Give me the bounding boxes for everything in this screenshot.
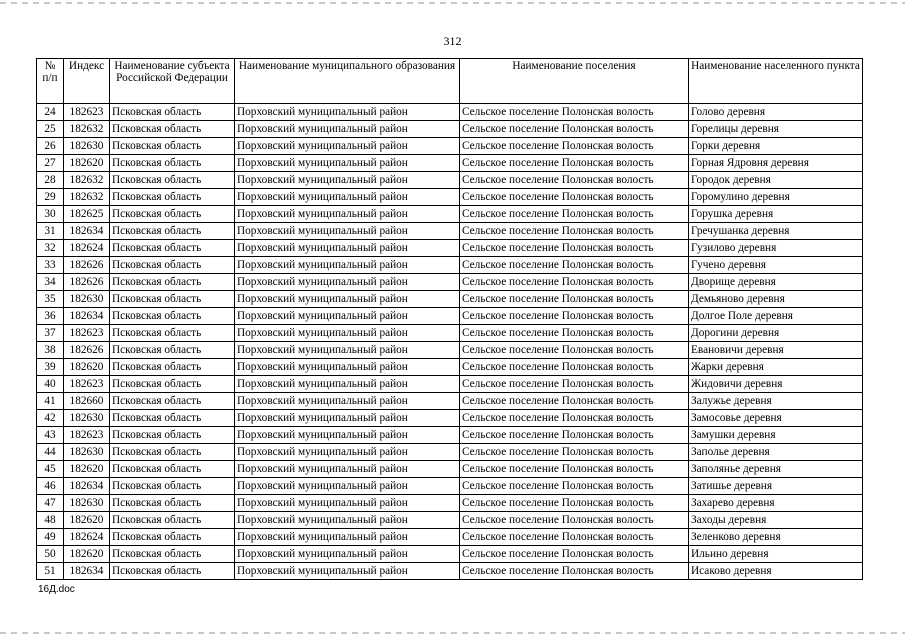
cell-num: 30 — [37, 206, 64, 223]
cell-municipal: Порховский муниципальный район — [235, 291, 460, 308]
cell-settlement: Сельское поселение Полонская волость — [460, 376, 689, 393]
cell-num: 36 — [37, 308, 64, 325]
cell-municipal: Порховский муниципальный район — [235, 359, 460, 376]
cell-subject: Псковская область — [110, 155, 235, 172]
cell-locality: Дворище деревня — [689, 274, 863, 291]
cell-locality: Заполянье деревня — [689, 461, 863, 478]
table-row — [37, 138, 863, 155]
cell-index: 182626 — [64, 274, 110, 291]
cell-locality: Голово деревня — [689, 104, 863, 121]
cell-municipal: Порховский муниципальный район — [235, 308, 460, 325]
cell-index: 182620 — [64, 512, 110, 529]
cell-settlement: Сельское поселение Полонская волость — [460, 461, 689, 478]
cell-subject: Псковская область — [110, 121, 235, 138]
cell-subject: Псковская область — [110, 563, 235, 580]
cell-index: 182632 — [64, 189, 110, 206]
cell-locality: Жидовичи деревня — [689, 376, 863, 393]
cell-locality: Зеленково деревня — [689, 529, 863, 546]
cell-settlement: Сельское поселение Полонская волость — [460, 393, 689, 410]
cell-index: 182630 — [64, 291, 110, 308]
cell-locality: Жарки деревня — [689, 359, 863, 376]
cell-subject: Псковская область — [110, 308, 235, 325]
cell-municipal: Порховский муниципальный район — [235, 257, 460, 274]
cell-locality: Заходы деревня — [689, 512, 863, 529]
cell-subject: Псковская область — [110, 138, 235, 155]
cell-locality: Замушки деревня — [689, 427, 863, 444]
table-row — [37, 274, 863, 291]
cell-municipal: Порховский муниципальный район — [235, 138, 460, 155]
cell-locality: Евановичи деревня — [689, 342, 863, 359]
cell-num: 41 — [37, 393, 64, 410]
cell-index: 182630 — [64, 410, 110, 427]
table-row — [37, 376, 863, 393]
table-row — [37, 444, 863, 461]
cell-locality: Дорогини деревня — [689, 325, 863, 342]
cell-subject: Псковская область — [110, 495, 235, 512]
cell-settlement: Сельское поселение Полонская волость — [460, 104, 689, 121]
cell-locality: Гучено деревня — [689, 257, 863, 274]
cell-municipal: Порховский муниципальный район — [235, 206, 460, 223]
cell-subject: Псковская область — [110, 206, 235, 223]
cell-settlement: Сельское поселение Полонская волость — [460, 172, 689, 189]
cell-index: 182623 — [64, 427, 110, 444]
cell-municipal: Порховский муниципальный район — [235, 512, 460, 529]
cell-locality: Городок деревня — [689, 172, 863, 189]
cell-locality: Гречушанка деревня — [689, 223, 863, 240]
table-row — [37, 189, 863, 206]
file-name-footer: 16Д.doc — [38, 584, 75, 595]
scan-edge-top — [0, 2, 905, 4]
cell-index: 182630 — [64, 138, 110, 155]
cell-subject: Псковская область — [110, 410, 235, 427]
cell-settlement: Сельское поселение Полонская волость — [460, 359, 689, 376]
cell-municipal: Порховский муниципальный район — [235, 410, 460, 427]
page-number: 312 — [443, 34, 462, 48]
table-row — [37, 342, 863, 359]
cell-locality: Исаково деревня — [689, 563, 863, 580]
cell-subject: Псковская область — [110, 291, 235, 308]
cell-num: 45 — [37, 461, 64, 478]
table-row — [37, 155, 863, 172]
cell-locality: Горелицы деревня — [689, 121, 863, 138]
cell-index: 182620 — [64, 359, 110, 376]
cell-subject: Псковская область — [110, 444, 235, 461]
cell-index: 182623 — [64, 376, 110, 393]
cell-settlement: Сельское поселение Полонская волость — [460, 121, 689, 138]
cell-settlement: Сельское поселение Полонская волость — [460, 308, 689, 325]
cell-num: 26 — [37, 138, 64, 155]
cell-num: 38 — [37, 342, 64, 359]
cell-municipal: Порховский муниципальный район — [235, 393, 460, 410]
cell-subject: Псковская область — [110, 223, 235, 240]
cell-subject: Псковская область — [110, 257, 235, 274]
cell-num: 40 — [37, 376, 64, 393]
cell-index: 182623 — [64, 325, 110, 342]
cell-index: 182630 — [64, 444, 110, 461]
cell-locality: Горки деревня — [689, 138, 863, 155]
cell-municipal: Порховский муниципальный район — [235, 223, 460, 240]
cell-num: 27 — [37, 155, 64, 172]
cell-subject: Псковская область — [110, 546, 235, 563]
table-row — [37, 478, 863, 495]
cell-index: 182632 — [64, 172, 110, 189]
cell-subject: Псковская область — [110, 274, 235, 291]
cell-index: 182624 — [64, 529, 110, 546]
table-row — [37, 172, 863, 189]
cell-municipal: Порховский муниципальный район — [235, 155, 460, 172]
table-row — [37, 461, 863, 478]
cell-index: 182634 — [64, 478, 110, 495]
table-row — [37, 512, 863, 529]
cell-settlement: Сельское поселение Полонская волость — [460, 257, 689, 274]
cell-settlement: Сельское поселение Полонская волость — [460, 444, 689, 461]
cell-index: 182620 — [64, 155, 110, 172]
cell-settlement: Сельское поселение Полонская волость — [460, 427, 689, 444]
cell-municipal: Порховский муниципальный район — [235, 104, 460, 121]
cell-num: 32 — [37, 240, 64, 257]
cell-settlement: Сельское поселение Полонская волость — [460, 512, 689, 529]
cell-num: 46 — [37, 478, 64, 495]
cell-municipal: Порховский муниципальный район — [235, 325, 460, 342]
cell-subject: Псковская область — [110, 104, 235, 121]
cell-num: 39 — [37, 359, 64, 376]
table-row — [37, 563, 863, 580]
cell-num: 51 — [37, 563, 64, 580]
cell-index: 182620 — [64, 546, 110, 563]
cell-locality: Горушка деревня — [689, 206, 863, 223]
cell-settlement: Сельское поселение Полонская волость — [460, 478, 689, 495]
header-settlement: Наименование поселения — [460, 59, 689, 104]
header-index: Индекс — [64, 59, 110, 104]
header-municipal: Наименование муниципального образования — [235, 59, 460, 104]
cell-index: 182626 — [64, 257, 110, 274]
cell-municipal: Порховский муниципальный район — [235, 461, 460, 478]
cell-settlement: Сельское поселение Полонская волость — [460, 342, 689, 359]
cell-municipal: Порховский муниципальный район — [235, 342, 460, 359]
cell-index: 182630 — [64, 495, 110, 512]
cell-municipal: Порховский муниципальный район — [235, 546, 460, 563]
table-header-row — [37, 59, 863, 104]
cell-settlement: Сельское поселение Полонская волость — [460, 274, 689, 291]
cell-settlement: Сельское поселение Полонская волость — [460, 155, 689, 172]
cell-municipal: Порховский муниципальный район — [235, 189, 460, 206]
cell-locality: Ильино деревня — [689, 546, 863, 563]
cell-num: 50 — [37, 546, 64, 563]
cell-num: 29 — [37, 189, 64, 206]
cell-locality: Захарево деревня — [689, 495, 863, 512]
cell-locality: Долгое Поле деревня — [689, 308, 863, 325]
cell-municipal: Порховский муниципальный район — [235, 444, 460, 461]
header-locality: Наименование населенного пункта — [689, 59, 863, 104]
table-body — [37, 104, 863, 580]
localities-table — [36, 58, 863, 580]
table-row — [37, 427, 863, 444]
cell-municipal: Порховский муниципальный район — [235, 427, 460, 444]
header-num: № п/п — [37, 59, 64, 104]
table-row — [37, 529, 863, 546]
cell-subject: Псковская область — [110, 427, 235, 444]
cell-index: 182623 — [64, 104, 110, 121]
cell-municipal: Порховский муниципальный район — [235, 376, 460, 393]
cell-locality: Демьяново деревня — [689, 291, 863, 308]
cell-settlement: Сельское поселение Полонская волость — [460, 529, 689, 546]
cell-num: 49 — [37, 529, 64, 546]
table-row — [37, 206, 863, 223]
cell-subject: Псковская область — [110, 325, 235, 342]
cell-municipal: Порховский муниципальный район — [235, 172, 460, 189]
cell-settlement: Сельское поселение Полонская волость — [460, 189, 689, 206]
cell-settlement: Сельское поселение Полонская волость — [460, 206, 689, 223]
table-row — [37, 546, 863, 563]
cell-num: 35 — [37, 291, 64, 308]
cell-num: 28 — [37, 172, 64, 189]
table-row — [37, 393, 863, 410]
table-row — [37, 495, 863, 512]
cell-num: 47 — [37, 495, 64, 512]
cell-settlement: Сельское поселение Полонская волость — [460, 138, 689, 155]
cell-num: 48 — [37, 512, 64, 529]
cell-subject: Псковская область — [110, 529, 235, 546]
table-row — [37, 257, 863, 274]
cell-municipal: Порховский муниципальный район — [235, 563, 460, 580]
cell-settlement: Сельское поселение Полонская волость — [460, 495, 689, 512]
cell-subject: Псковская область — [110, 461, 235, 478]
cell-settlement: Сельское поселение Полонская волость — [460, 325, 689, 342]
header-subject: Наименование субъекта Российской Федерации — [110, 59, 235, 104]
cell-municipal: Порховский муниципальный район — [235, 478, 460, 495]
cell-num: 24 — [37, 104, 64, 121]
table-row — [37, 359, 863, 376]
cell-subject: Псковская область — [110, 240, 235, 257]
table-row — [37, 104, 863, 121]
cell-settlement: Сельское поселение Полонская волость — [460, 410, 689, 427]
cell-num: 25 — [37, 121, 64, 138]
cell-index: 182632 — [64, 121, 110, 138]
cell-municipal: Порховский муниципальный район — [235, 274, 460, 291]
scan-edge-bottom — [0, 632, 905, 634]
cell-settlement: Сельское поселение Полонская волость — [460, 291, 689, 308]
cell-index: 182626 — [64, 342, 110, 359]
cell-index: 182634 — [64, 563, 110, 580]
table-row — [37, 223, 863, 240]
cell-settlement: Сельское поселение Полонская волость — [460, 240, 689, 257]
cell-num: 33 — [37, 257, 64, 274]
table-row — [37, 240, 863, 257]
cell-index: 182620 — [64, 461, 110, 478]
cell-locality: Замосовье деревня — [689, 410, 863, 427]
table-row — [37, 308, 863, 325]
table-row — [37, 410, 863, 427]
cell-num: 44 — [37, 444, 64, 461]
cell-num: 34 — [37, 274, 64, 291]
cell-subject: Псковская область — [110, 512, 235, 529]
cell-settlement: Сельское поселение Полонская волость — [460, 563, 689, 580]
table-row — [37, 121, 863, 138]
cell-settlement: Сельское поселение Полонская волость — [460, 546, 689, 563]
cell-locality: Горомулино деревня — [689, 189, 863, 206]
table-row — [37, 325, 863, 342]
cell-municipal: Порховский муниципальный район — [235, 529, 460, 546]
cell-index: 182625 — [64, 206, 110, 223]
table-row — [37, 291, 863, 308]
cell-municipal: Порховский муниципальный район — [235, 240, 460, 257]
cell-locality: Затишье деревня — [689, 478, 863, 495]
cell-settlement: Сельское поселение Полонская волость — [460, 223, 689, 240]
cell-subject: Псковская область — [110, 172, 235, 189]
cell-locality: Заполье деревня — [689, 444, 863, 461]
cell-municipal: Порховский муниципальный район — [235, 121, 460, 138]
cell-subject: Псковская область — [110, 359, 235, 376]
cell-index: 182634 — [64, 308, 110, 325]
cell-num: 42 — [37, 410, 64, 427]
cell-num: 43 — [37, 427, 64, 444]
cell-locality: Залужье деревня — [689, 393, 863, 410]
cell-subject: Псковская область — [110, 478, 235, 495]
cell-index: 182634 — [64, 223, 110, 240]
cell-subject: Псковская область — [110, 189, 235, 206]
cell-index: 182624 — [64, 240, 110, 257]
cell-locality: Гузилово деревня — [689, 240, 863, 257]
cell-num: 31 — [37, 223, 64, 240]
cell-municipal: Порховский муниципальный район — [235, 495, 460, 512]
cell-subject: Псковская область — [110, 342, 235, 359]
cell-locality: Горная Ядровня деревня — [689, 155, 863, 172]
cell-index: 182660 — [64, 393, 110, 410]
cell-num: 37 — [37, 325, 64, 342]
cell-subject: Псковская область — [110, 376, 235, 393]
cell-subject: Псковская область — [110, 393, 235, 410]
